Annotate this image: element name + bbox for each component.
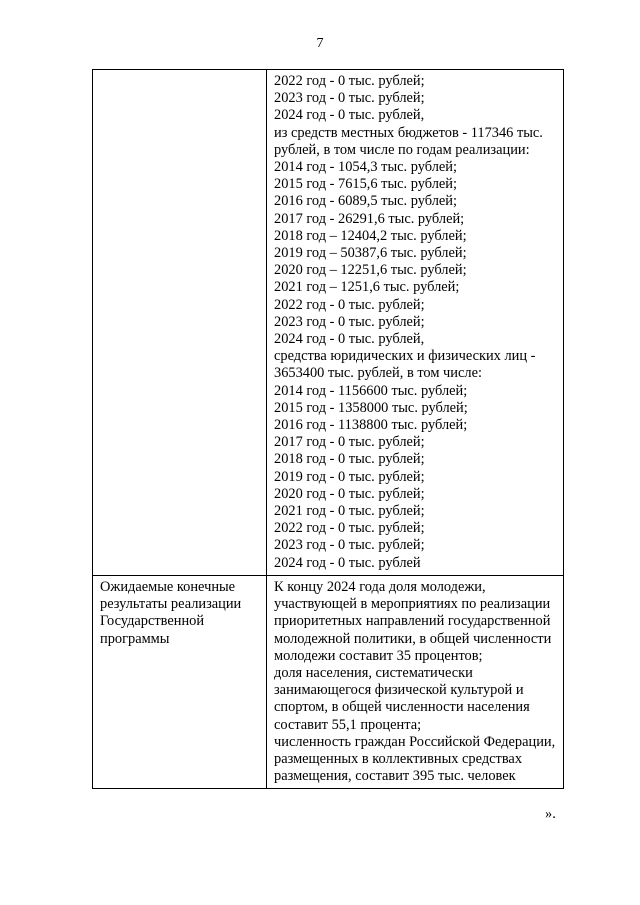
text-line: составит 55,1 процента; xyxy=(274,716,422,733)
row-content-cell xyxy=(267,575,564,788)
text-line: 2023 год - 0 тыс. рублей; xyxy=(274,90,425,107)
label-line: Государственной xyxy=(100,613,205,630)
text-line: молодежи составит 35 процентов; xyxy=(274,647,483,664)
text-line: 2014 год - 1054,3 тыс. рублей; xyxy=(274,159,457,176)
text-line: 2022 год - 0 тыс. рублей; xyxy=(274,296,425,313)
text-line: 2016 год - 1138800 тыс. рублей; xyxy=(274,417,468,434)
text-line: 2018 год – 12404,2 тыс. рублей; xyxy=(274,227,467,244)
label-line: результаты реализации xyxy=(100,596,242,613)
text-line: 2020 год - 0 тыс. рублей; xyxy=(274,485,425,502)
text-line: численность граждан Российской Федерации, xyxy=(274,733,556,750)
text-line: рублей, в том числе по годам реализации: xyxy=(274,141,530,158)
text-line: 2017 год - 26291,6 тыс. рублей; xyxy=(274,210,465,227)
text-line: 2015 год - 7615,6 тыс. рублей; xyxy=(274,176,457,193)
text-line: 2024 год - 0 тыс. рублей, xyxy=(274,331,425,348)
text-line: 3653400 тыс. рублей, в том числе: xyxy=(274,365,482,382)
text-line: 2023 год - 0 тыс. рублей; xyxy=(274,537,425,554)
text-line: 2019 год - 0 тыс. рублей; xyxy=(274,468,425,485)
label-line: Ожидаемые конечные xyxy=(100,578,236,595)
page-number: 7 xyxy=(316,36,324,51)
text-line: 2022 год - 0 тыс. рублей; xyxy=(274,73,425,89)
text-line: из средств местных бюджетов - 117346 тыс. xyxy=(274,124,543,141)
text-line: 2018 год - 0 тыс. рублей; xyxy=(274,451,425,468)
text-line: 2023 год - 0 тыс. рублей; xyxy=(274,313,425,330)
text-line: 2020 год – 12251,6 тыс. рублей; xyxy=(274,262,467,279)
text-line: 2024 год - 0 тыс. рублей, xyxy=(274,107,425,124)
table-row xyxy=(93,575,564,788)
text-line: 2024 год - 0 тыс. рублей xyxy=(274,554,421,571)
text-line: размещения, составит 395 тыс. человек xyxy=(274,768,516,785)
label-line: программы xyxy=(100,630,170,647)
row-label-cell xyxy=(93,70,267,576)
text-line: участвующей в мероприятиях по реализации xyxy=(274,596,551,613)
text-line: размещенных в коллективных средствах xyxy=(274,750,523,767)
text-line: занимающегося физической культурой и xyxy=(274,682,524,699)
text-line: спортом, в общей численности населения xyxy=(274,699,530,716)
text-line: 2015 год - 1358000 тыс. рублей; xyxy=(274,399,468,416)
row-label-cell xyxy=(93,575,267,788)
text-line: 2021 год - 0 тыс. рублей; xyxy=(274,503,425,520)
text-line: 2016 год - 6089,5 тыс. рублей; xyxy=(274,193,457,210)
closing-quote-mark: ». xyxy=(545,806,556,822)
row-content-cell xyxy=(267,70,564,576)
text-line: 2022 год - 0 тыс. рублей; xyxy=(274,520,425,537)
table-row xyxy=(93,70,564,576)
text-line: средства юридических и физических лиц - xyxy=(274,348,536,365)
text-line: 2017 год - 0 тыс. рублей; xyxy=(274,434,425,451)
program-table xyxy=(92,69,564,789)
text-line: приоритетных направлений государственной xyxy=(274,613,551,630)
text-line: 2019 год – 50387,6 тыс. рублей; xyxy=(274,245,467,262)
text-line: молодежной политики, в общей численности xyxy=(274,630,552,647)
text-line: доля населения, систематически xyxy=(274,664,473,681)
text-line: К концу 2024 года доля молодежи, xyxy=(274,578,486,595)
text-line: 2021 год – 1251,6 тыс. рублей; xyxy=(274,279,460,296)
text-line: 2014 год - 1156600 тыс. рублей; xyxy=(274,382,468,399)
